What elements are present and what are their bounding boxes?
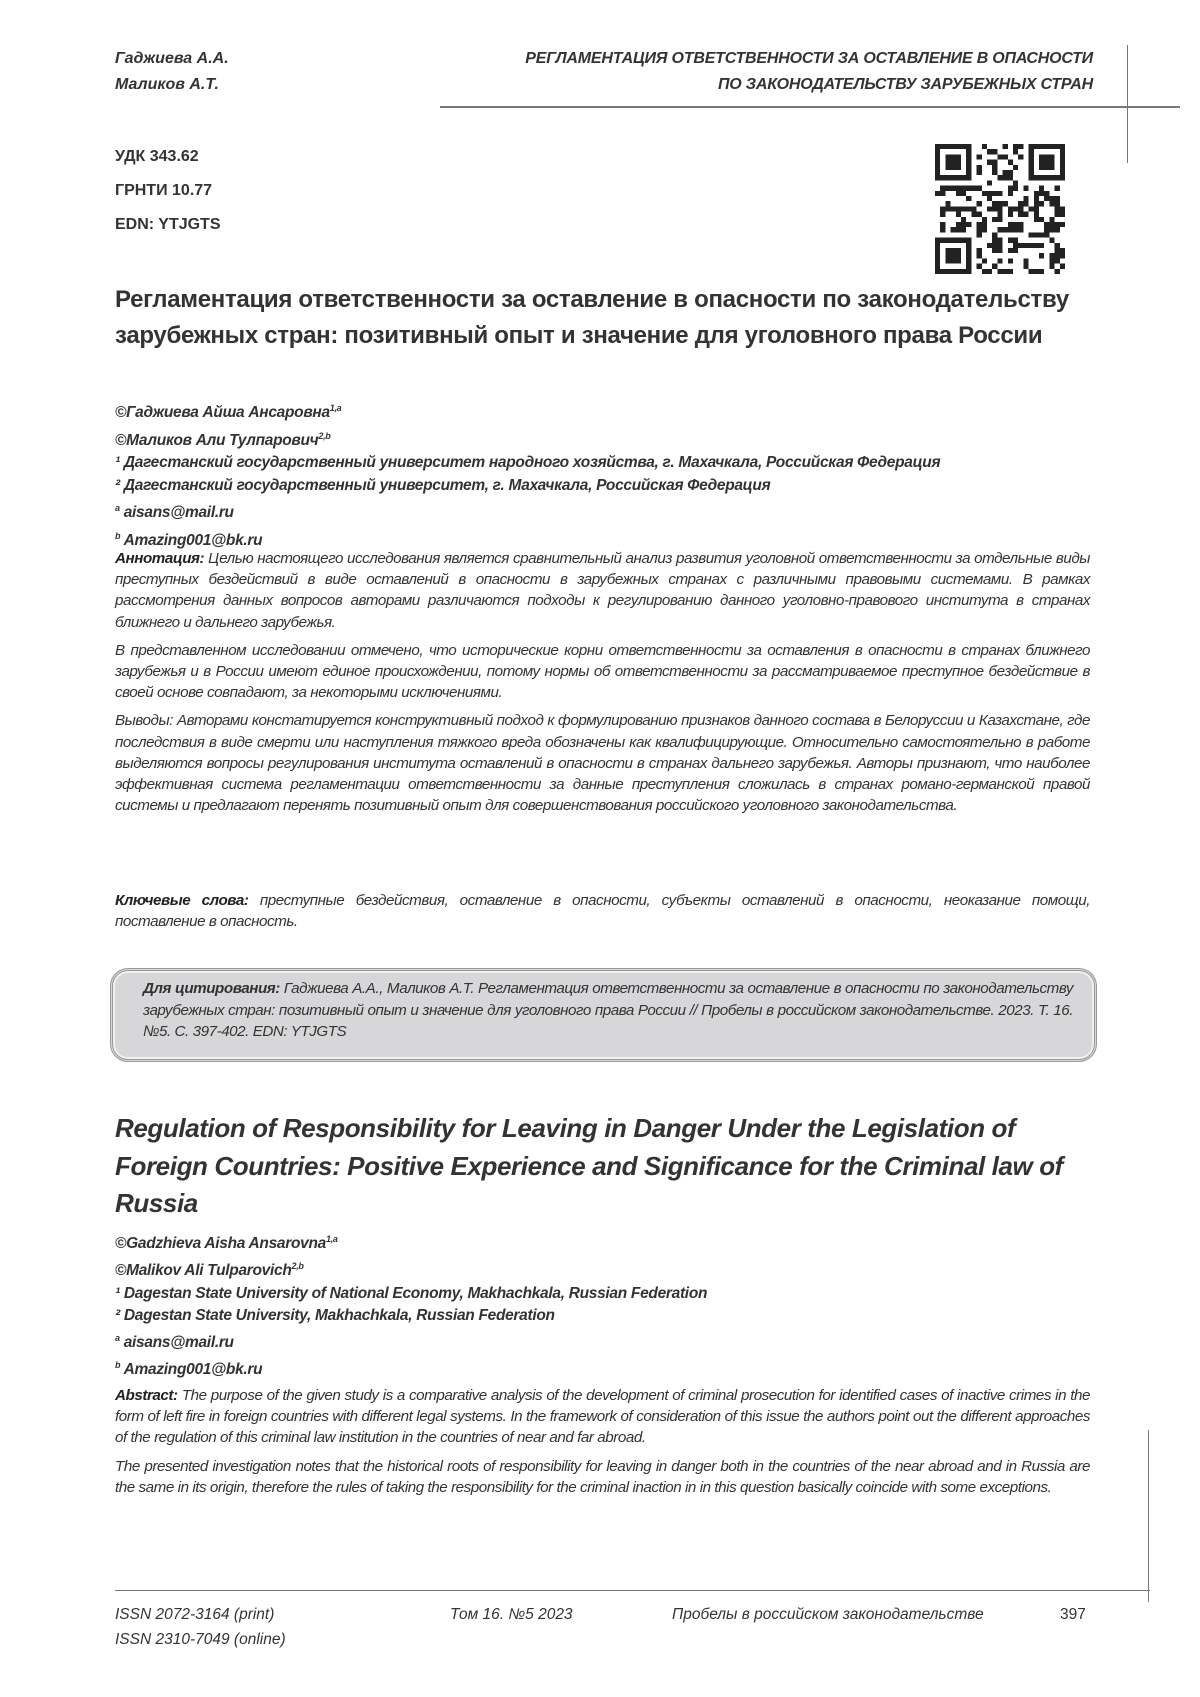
- issn-online: ISSN 2310-7049 (online): [115, 1627, 286, 1652]
- running-authors: [115, 46, 229, 98]
- issue-info: Том 16. №5 2023: [450, 1602, 573, 1627]
- footer-divider: [115, 1590, 1150, 1591]
- page-number: 397: [1060, 1602, 1086, 1627]
- abstract-paragraph: В представленном исследовании отмечено, что исторические корни ответственности за оставления в опасности в странах ближнего зарубежья и в России имеют единое происхождении, потому нормы об ответственности за рассматриваемое преступное бездействие в своей основе совпадают, за некоторыми исключениями.: [115, 640, 1090, 704]
- abstract-en: [115, 1385, 1090, 1505]
- affiliation: ¹ Дагестанский государственный университет народного хозяйства, г. Махачкала, Российская Федерация: [115, 452, 940, 475]
- classification-codes: [115, 140, 221, 242]
- author: ©Malikov Ali Tulparovich2,b: [115, 1255, 707, 1282]
- keywords-ru: Ключевые слова: преступные бездействия, оставление в опасности, субъекты оставлений в опасности, неоказание помощи, поставление в опасность.: [115, 890, 1090, 939]
- running-title-line: ПО ЗАКОНОДАТЕЛЬСТВУ ЗАРУБЕЖНЫХ СТРАН: [525, 72, 1093, 98]
- affiliation: ² Dagestan State University, Makhachkala, Russian Federation: [115, 1305, 707, 1327]
- abstract-paragraph: The presented investigation notes that the historical roots of responsibility for leaving in danger both in the countries of the near abroad and in Russia are the same in its origin, therefore the rules of taking the responsibility for the criminal inaction in in this question basically coincide with some exceptions.: [115, 1456, 1090, 1498]
- issn-print: ISSN 2072-3164 (print): [115, 1602, 286, 1627]
- citation-text: Для цитирования: Гаджиева А.А., Маликов А.Т. Регламентация ответственности за оставление в опасности по законодательству зарубежных стран: позитивный опыт и значение для уголовного права России // Пробелы в российском законодательстве. 2023. Т. 16. №5. С. 397-402. EDN: YTJGTS: [143, 978, 1073, 1043]
- header-vertical-rule: [1127, 45, 1128, 163]
- running-author: Маликов А.Т.: [115, 72, 229, 98]
- abstract-paragraph: Abstract: The purpose of the given study is a comparative analysis of the development of criminal prosecution for identified cases of inactive crimes in the form of left fire in foreign countries with different legal systems. In the framework of consideration of this issue the authors point out the different approaches of the regulation of this criminal law institution in the countries of near and far abroad.: [115, 1385, 1090, 1449]
- running-title: [525, 46, 1093, 98]
- author: ©Маликов Али Тулпарович2,b: [115, 425, 940, 453]
- footer-vertical-rule: [1148, 1430, 1149, 1602]
- authors-block-ru: [115, 397, 940, 552]
- email[interactable]: a aisans@mail.ru: [115, 497, 940, 525]
- authors-block-en: [115, 1228, 707, 1382]
- article-title-en: Regulation of Responsibility for Leaving in Danger Under the Legislation of Foreign Countries: Positive Experience and Significance for the Criminal law of Russia: [115, 1110, 1075, 1223]
- article-title-ru: Регламентация ответственности за оставление в опасности по законодательству зарубежных стран: позитивный опыт и значение для уголовного права России: [115, 282, 1075, 354]
- author: ©Гаджиева Айша Ансаровна1,a: [115, 397, 940, 425]
- author: ©Gadzhieva Aisha Ansarovna1,a: [115, 1228, 707, 1255]
- edn-code: EDN: YTJGTS: [115, 208, 221, 242]
- email[interactable]: a aisans@mail.ru: [115, 1327, 707, 1354]
- abstract-paragraph: Аннотация: Целью настоящего исследования является сравнительный анализ развития уголовной ответственности за отдельные виды преступных бездействий в виде оставлений в опасности в зарубежных странах с различными правовыми системами. В рамках рассмотрения данных вопросов авторами различаются подходы к регулированию данного уголовно-правового института в странах ближнего и дальнего зарубежья.: [115, 548, 1090, 633]
- email[interactable]: b Amazing001@bk.ru: [115, 525, 940, 553]
- header-divider: [440, 106, 1180, 108]
- running-author: Гаджиева А.А.: [115, 46, 229, 72]
- running-title-line: РЕГЛАМЕНТАЦИЯ ОТВЕТСТВЕННОСТИ ЗА ОСТАВЛЕНИЕ В ОПАСНОСТИ: [525, 46, 1093, 72]
- issn-block: [115, 1602, 286, 1652]
- udk-code: УДК 343.62: [115, 140, 221, 174]
- grnti-code: ГРНТИ 10.77: [115, 174, 221, 208]
- email[interactable]: b Amazing001@bk.ru: [115, 1354, 707, 1381]
- affiliation: ² Дагестанский государственный университет, г. Махачкала, Российская Федерация: [115, 475, 940, 498]
- qr-code-icon: [935, 143, 1065, 275]
- journal-name: Пробелы в российском законодательстве: [672, 1602, 984, 1627]
- abstract-ru: [115, 548, 1090, 823]
- affiliation: ¹ Dagestan State University of National Economy, Makhachkala, Russian Federation: [115, 1283, 707, 1305]
- abstract-paragraph: Выводы: Авторами констатируется конструктивный подход к формулированию признаков данного состава в Белоруссии и Казахстане, где последствия в виде смерти или наступления тяжкого вреда обозначены как квалифицирующие. Относительно самостоятельно в работе выделяются вопросы регулирования института оставлений в опасности в странах дальнего зарубежья. Авторы признают, что наиболее эффективная система регламентации ответственности за данные преступления сложилась в странах романо-германской правой системы и предлагают перенять позитивный опыт для совершенствования российского уголовного законодательства.: [115, 710, 1090, 816]
